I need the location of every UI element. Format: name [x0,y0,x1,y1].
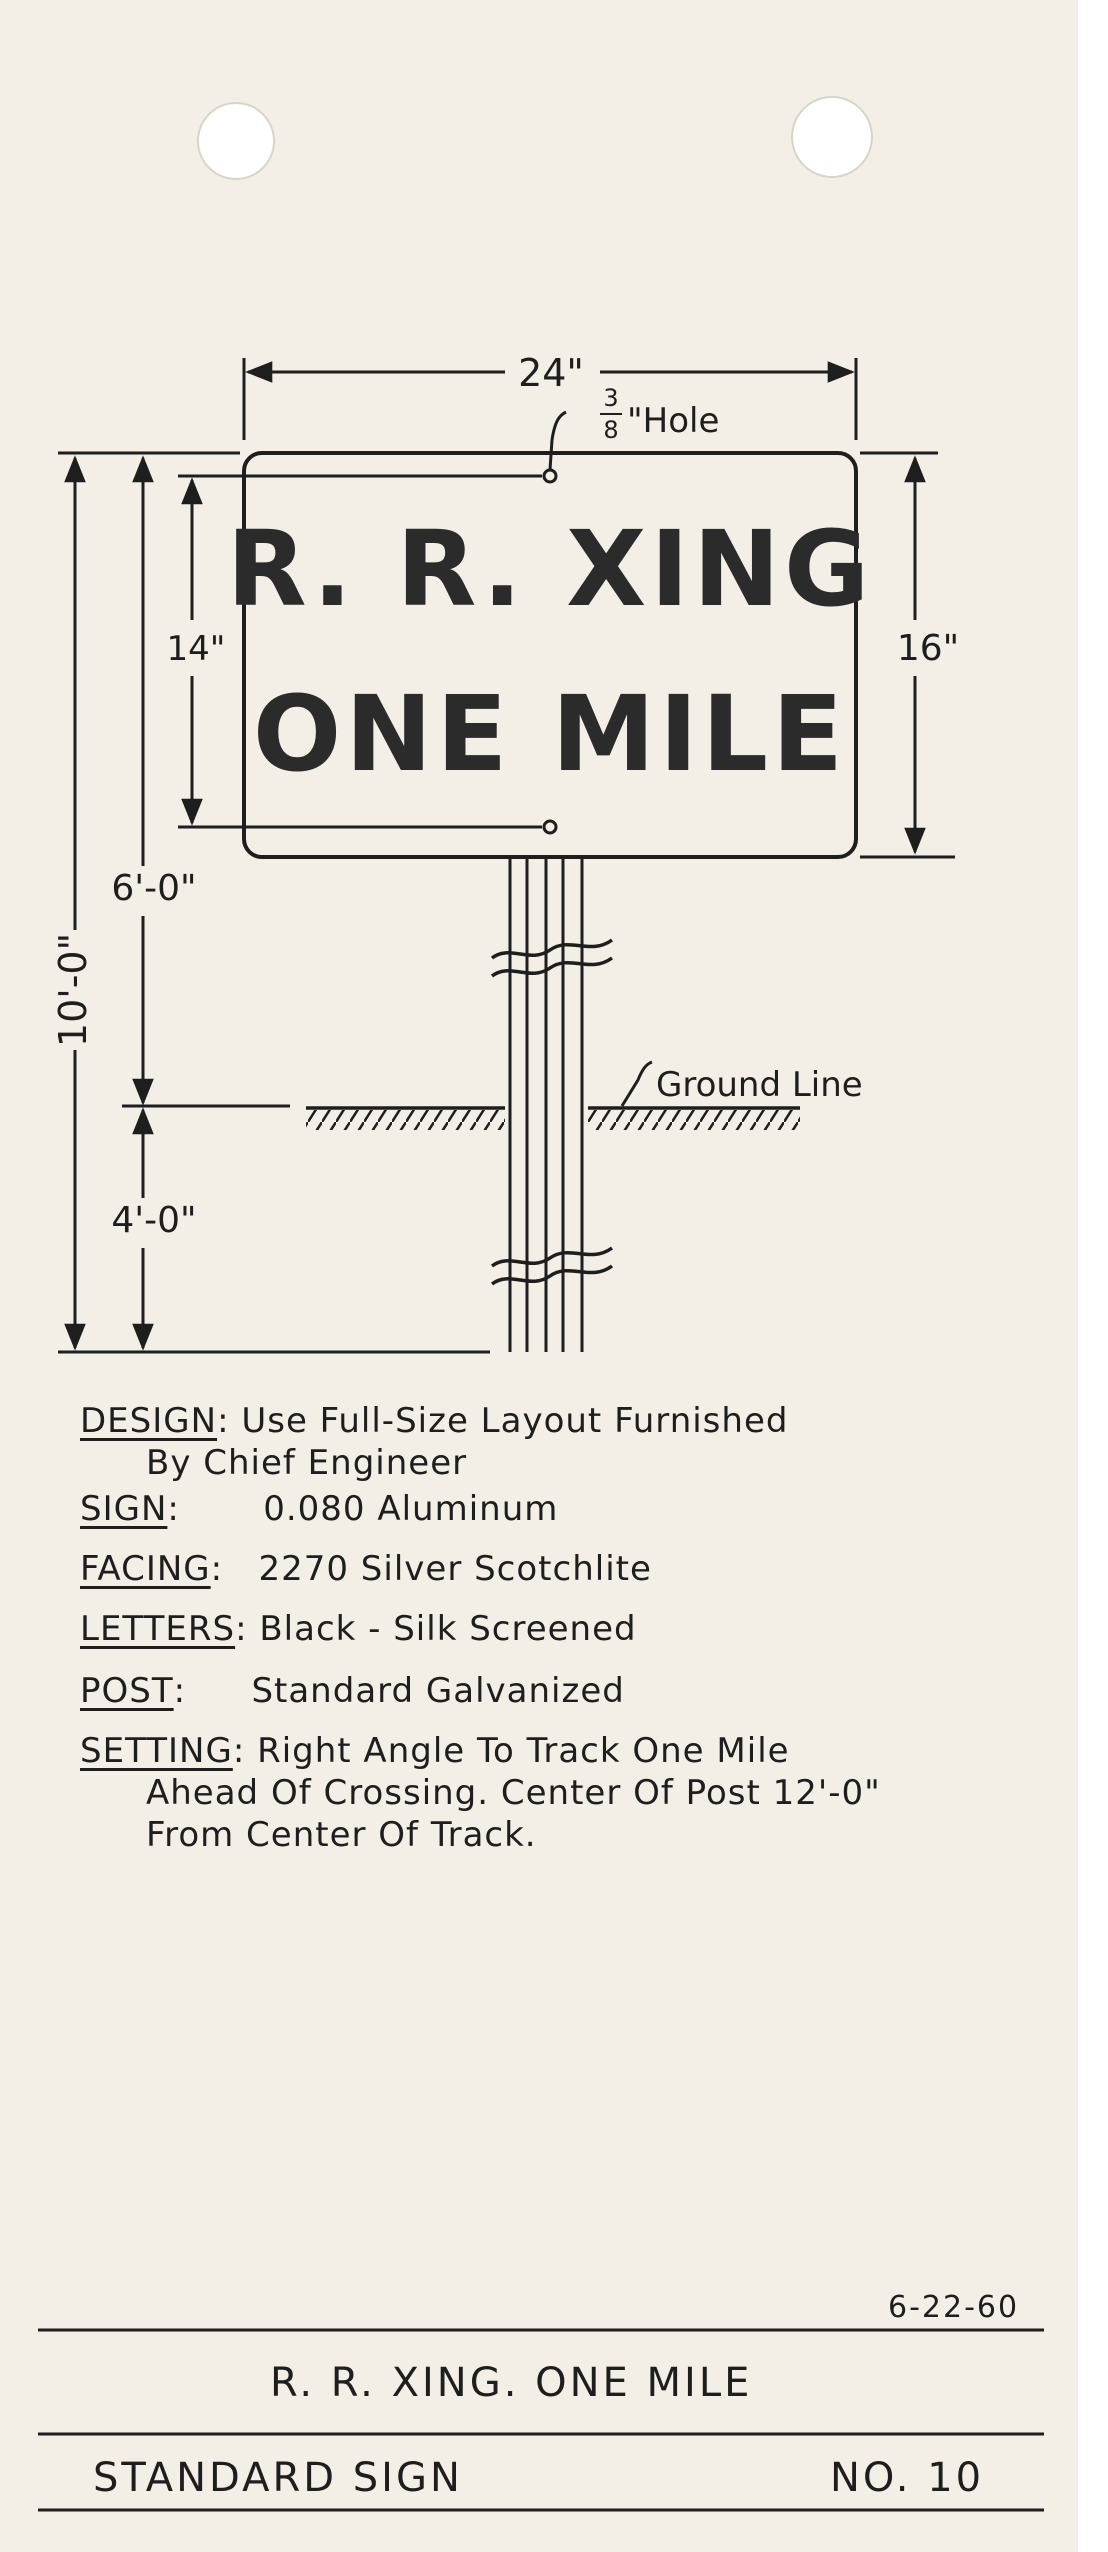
below-dim-label: 4'-0" [111,1200,197,1241]
mount-hole-bottom [544,821,556,833]
spec-cont-design: By Chief Engineer [146,1443,468,1483]
spec-value-letters: Black - Silk Screened [259,1609,637,1649]
footer-title: R. R. XING. ONE MILE [270,2360,753,2406]
ground-leader [622,1062,652,1106]
spec-sep: : [167,1489,180,1529]
total-dim-label: 10'-0" [51,932,95,1048]
page-edge [1078,0,1108,2552]
spec-value-setting: Right Angle To Track One Mile [257,1731,790,1771]
spec-sep: : [235,1609,248,1649]
spec-sep: : [232,1731,246,1771]
spec-sep: : [173,1671,187,1711]
punch-hole-left [198,103,274,179]
spec-value-facing: 2270 Silver Scotchlite [258,1549,652,1589]
spec-key-sign: SIGN [80,1489,168,1529]
footer-number: NO. 10 [830,2455,985,2501]
spec-setting [80,1730,881,1856]
spec-sep: : [210,1549,224,1589]
spec-sign [80,1488,558,1530]
sign-text-line2: ONE MILE [252,673,848,795]
sign-dim-label: 16" [896,628,960,669]
hole-leader [550,412,566,470]
spec-letters [80,1608,637,1650]
width-dim-label: 24" [518,351,584,395]
spec-post [80,1670,625,1712]
title-block-rules [0,2320,1078,2540]
ground-hatch-left [306,1110,505,1130]
ground-hatch-right [588,1110,800,1130]
spec-key-design: DESIGN [80,1401,218,1441]
spec-key-facing: FACING [80,1549,211,1589]
letter-dim-label: 14" [166,629,226,669]
footer-category: STANDARD SIGN [93,2455,463,2501]
spec-facing [80,1548,652,1590]
hole-label: "Hole [627,401,720,441]
spec-cont-setting-2: From Center Of Track. [146,1815,537,1855]
spec-design [80,1400,788,1484]
spec-key-post: POST [80,1671,174,1711]
spec-cont-setting-1: Ahead Of Crossing. Center Of Post 12'-0" [146,1773,881,1813]
footer-date: 6-22-60 [888,2290,1020,2325]
spec-value-post: Standard Galvanized [251,1671,625,1711]
spec-value-design: Use Full-Size Layout Furnished [241,1401,789,1441]
mount-hole-top [544,470,556,482]
hole-fraction-den: 8 [603,416,619,444]
above-dim-label: 6'-0" [111,868,197,909]
hole-fraction-num: 3 [603,384,619,412]
spec-key-letters: LETTERS [80,1609,236,1649]
spec-value-sign: 0.080 Aluminum [263,1489,559,1529]
spec-sep: : [217,1401,230,1441]
punch-hole-right [792,97,872,177]
spec-key-setting: SETTING [80,1731,233,1771]
sign-text-line1: R. R. XING [226,508,874,630]
ground-line-label: Ground Line [656,1065,863,1105]
